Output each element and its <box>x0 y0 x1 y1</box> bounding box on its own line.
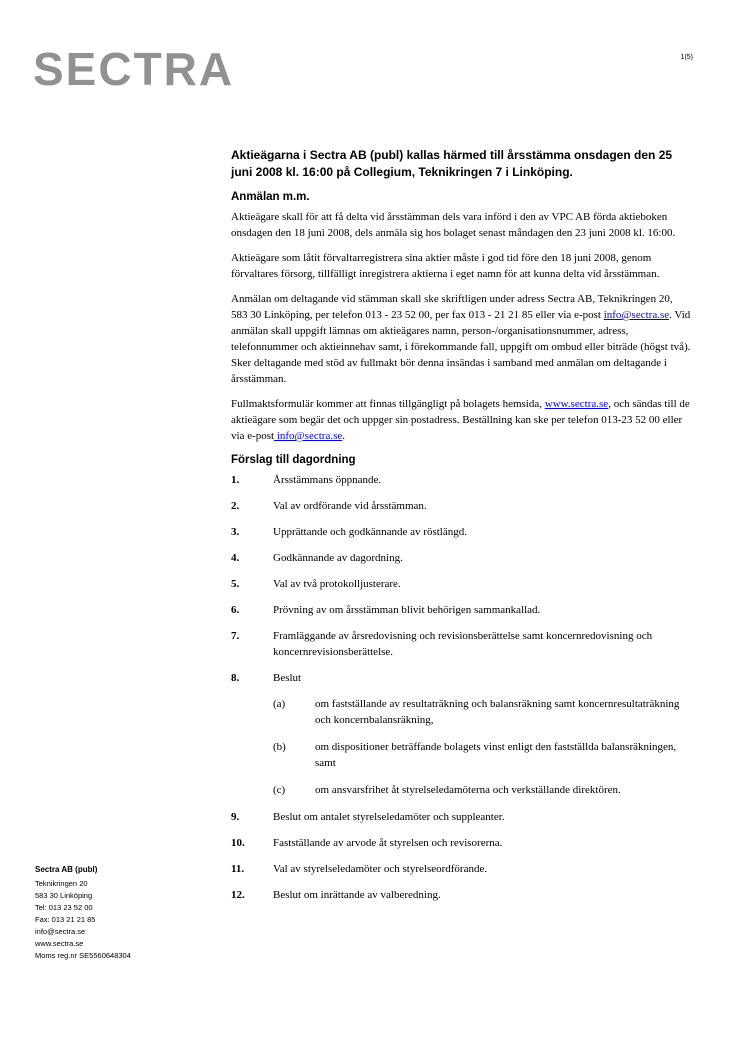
agenda-item-number: 3. <box>231 526 240 538</box>
agenda-item-number: 10. <box>231 837 245 849</box>
footer-line: Tel: 013 23 52 00 <box>35 903 93 912</box>
sectra-logo: SECTRA <box>33 43 235 95</box>
agenda-item-text: Godkännande av dagordning. <box>273 552 403 564</box>
agenda-sub-item-text: om fastställande av resultaträkning och balansräkning samt koncernresultaträkning och koncernbalansräkning, <box>315 698 680 726</box>
paragraph-4-text-start: Fullmaktsformulär kommer att finnas tillgängligt på bolagets hemsida, <box>231 398 545 410</box>
agenda-item <box>231 887 691 903</box>
agenda-item-number: 4. <box>231 552 240 564</box>
page-number: 1(5) <box>680 54 693 61</box>
agenda-item <box>231 550 691 566</box>
paragraph-4-text-end: . <box>342 430 345 442</box>
agenda-item <box>231 498 691 514</box>
section-heading-agenda: Förslag till dagordning <box>231 454 356 466</box>
agenda-item-number: 11. <box>231 863 245 875</box>
agenda-item <box>231 835 691 851</box>
agenda-item-text: Val av två protokolljusterare. <box>273 578 401 590</box>
document-title: Aktieägarna i Sectra AB (publ) kallas härmed till årsstämma onsdagen den 25 juni 2008 kl. 16:00 på Collegium, Teknikringen 7 i Linköping. <box>231 148 673 179</box>
agenda-item <box>231 472 691 488</box>
footer-line: Moms reg.nr SE5560648304 <box>35 951 131 960</box>
document-body <box>231 147 691 913</box>
paragraph-3-text-start: Anmälan om deltagande vid stämman skall ske skriftligen under adress Sectra AB, Teknikringen 20, 583 30 Linköping, per telefon 013 - 23 52 00, per fax 013 - 21 21 85 eller via e-post <box>231 293 673 321</box>
paragraph-4 <box>231 396 691 444</box>
email-link-2[interactable]: info@sectra.se <box>274 430 343 442</box>
agenda-item-text: Beslut om inrättande av valberedning. <box>273 889 441 901</box>
agenda-item-text: Beslut <box>273 672 302 684</box>
agenda-sub-item <box>273 696 691 728</box>
company-footer <box>35 864 131 962</box>
agenda-sub-item-letter: (c) <box>273 784 286 796</box>
agenda-item-text: Val av styrelseledamöter och styrelseordförande. <box>273 863 488 875</box>
footer-company-name: Sectra AB (publ) <box>35 865 98 874</box>
footer-line: www.sectra.se <box>35 939 84 948</box>
agenda-item <box>231 861 691 877</box>
footer-address-lines <box>35 878 131 962</box>
footer-line: Teknikringen 20 <box>35 879 88 888</box>
agenda-item-number: 8. <box>231 672 240 684</box>
agenda-item-text: Fastställande av arvode åt styrelsen och revisorerna. <box>273 837 503 849</box>
agenda-item-number: 6. <box>231 604 240 616</box>
agenda-sub-item-text: om dispositioner beträffande bolagets vinst enligt den fastställda balansräkningen, samt <box>315 741 677 769</box>
agenda-item-text: Framläggande av årsredovisning och revisionsberättelse samt koncernredovisning och koncernrevisionsberättelse. <box>273 630 653 658</box>
agenda-item-text: Upprättande och godkännande av röstlängd. <box>273 526 467 538</box>
agenda-item-text: Prövning av om årsstämman blivit behörigen sammankallad. <box>273 604 541 616</box>
agenda-item-text: Val av ordförande vid årsstämman. <box>273 500 427 512</box>
agenda-sub-item-text: om ansvarsfrihet åt styrelseledamöterna och verkställande direktören. <box>315 784 621 796</box>
agenda-sub-item <box>273 782 691 798</box>
agenda-item-number: 5. <box>231 578 240 590</box>
paragraph-2: Aktieägare som låtit förvaltarregistrera sina aktier måste i god tid före den 18 juni 2008, genom förvaltares försorg, tillfälligt inregistrera aktierna i eget namn för att kunna delta vid årsstämman. <box>231 252 660 280</box>
agenda-item <box>231 602 691 618</box>
agenda-item-number: 7. <box>231 630 240 642</box>
agenda-list <box>231 472 691 903</box>
paragraph-3 <box>231 291 691 387</box>
agenda-item-number: 12. <box>231 889 245 901</box>
agenda-item-text: Årsstämmans öppnande. <box>273 474 382 486</box>
footer-line: Fax: 013 21 21 85 <box>35 915 96 924</box>
agenda-sub-item <box>273 739 691 771</box>
paragraph-1: Aktieägare skall för att få delta vid årsstämman dels vara införd i den av VPC AB förda aktieboken onsdagen den 18 juni 2008, dels anmäla sig hos bolaget senast måndagen den 23 juni 2008 kl. 16:00. <box>231 211 676 239</box>
agenda-item <box>231 628 691 660</box>
agenda-item-text: Beslut om antalet styrelseledamöter och suppleanter. <box>273 811 505 823</box>
section-heading-anmalan: Anmälan m.m. <box>231 191 310 203</box>
agenda-item-number: 1. <box>231 474 240 486</box>
agenda-item <box>231 576 691 592</box>
agenda-item <box>231 809 691 825</box>
agenda-sub-item-letter: (b) <box>273 741 286 753</box>
website-link[interactable]: www.sectra.se <box>544 398 609 410</box>
paragraph-3-text-end: . Vid anmälan skall uppgift lämnas om aktieägares namn, person-/organisationsnummer, adress, telefonnummer och aktieinnehav samt, i förekommande fall, uppgift om ombud eller biträde (högst två). Sker deltagande med stöd av fullmakt bör denna insändas i samband med anmälan om deltagande i årsstämman. <box>231 309 691 385</box>
agenda-item-number: 2. <box>231 500 240 512</box>
footer-line: 583 30 Linköping <box>35 891 93 900</box>
agenda-item-number: 9. <box>231 811 240 823</box>
agenda-item <box>231 670 691 686</box>
footer-line: info@sectra.se <box>35 927 86 936</box>
email-link[interactable]: info@sectra.se <box>603 309 670 321</box>
agenda-item <box>231 524 691 540</box>
agenda-sub-item-letter: (a) <box>273 698 286 710</box>
paragraph-4-text-middle: , och sändas till de aktieägare som begär det och uppger sin postadress. Beställning kan ske per telefon 013-23 52 00 eller via e-post <box>231 398 690 442</box>
